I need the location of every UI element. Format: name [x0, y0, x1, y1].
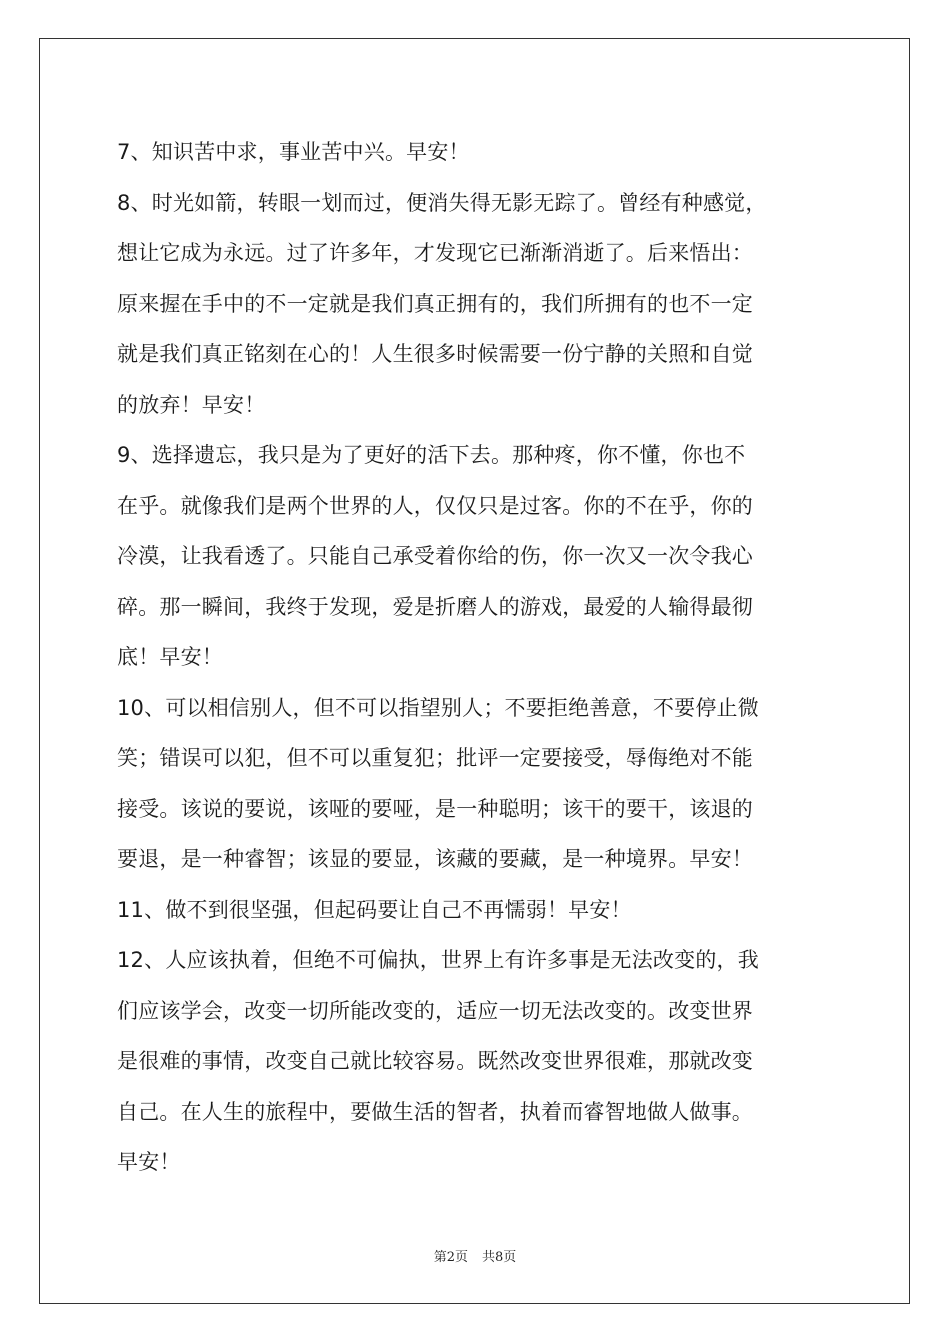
text-line: 早安！ — [117, 1150, 181, 1174]
document-body — [117, 127, 837, 1188]
text-line: 的放弃！早安！ — [117, 392, 266, 417]
text-line: 自己。在人生的旅程中，要做生活的智者，执着而睿智地做人做事。 — [117, 1099, 753, 1124]
text-line: 们应该学会，改变一切所能改变的，适应一切无法改变的。改变世界 — [117, 998, 753, 1023]
text-line: 10、可以相信别人，但不可以指望别人；不要拒绝善意，不要停止微 — [117, 695, 759, 720]
text-line: 在乎。就像我们是两个世界的人，仅仅只是过客。你的不在乎，你的 — [117, 493, 753, 518]
text-line: 原来握在手中的不一定就是我们真正拥有的，我们所拥有的也不一定 — [117, 291, 753, 316]
page-number-total: 共8页 — [482, 1250, 517, 1265]
text-line: 底！早安！ — [117, 645, 223, 669]
text-line: 7、知识苦中求，事业苦中兴。早安！ — [117, 140, 470, 164]
text-line: 8、时光如箭，转眼一划而过，便消失得无影无踪了。曾经有种感觉， — [117, 190, 767, 215]
text-line: 笑；错误可以犯，但不可以重复犯；批评一定要接受，辱侮绝对不能 — [117, 746, 753, 770]
page-footer — [0, 1246, 950, 1265]
text-line: 11、做不到很坚强，但起码要让自己不再懦弱！早安！ — [117, 897, 632, 922]
text-line: 碎。那一瞬间，我终于发现，爱是折磨人的游戏，最爱的人输得最彻 — [117, 594, 753, 619]
text-line: 接受。该说的要说，该哑的要哑，是一种聪明；该干的要干，该退的 — [117, 796, 753, 821]
text-line: 想让它成为永远。过了许多年，才发现它已渐渐消逝了。后来悟出： — [117, 241, 753, 265]
page-number-current: 第2页 — [433, 1250, 468, 1265]
text-line: 冷漠，让我看透了。只能自己承受着你给的伤，你一次又一次令我心 — [117, 544, 753, 568]
text-line: 9、选择遗忘，我只是为了更好的活下去。那种疼，你不懂，你也不 — [117, 443, 746, 467]
text-line: 12、人应该执着，但绝不可偏执，世界上有许多事是无法改变的，我 — [117, 948, 759, 972]
text-line: 就是我们真正铭刻在心的！人生很多时候需要一份宁静的关照和自觉 — [117, 342, 753, 366]
text-line: 是很难的事情，改变自己就比较容易。既然改变世界很难，那就改变 — [117, 1049, 753, 1073]
text-line: 要退，是一种睿智；该显的要显，该藏的要藏，是一种境界。早安！ — [117, 847, 753, 871]
